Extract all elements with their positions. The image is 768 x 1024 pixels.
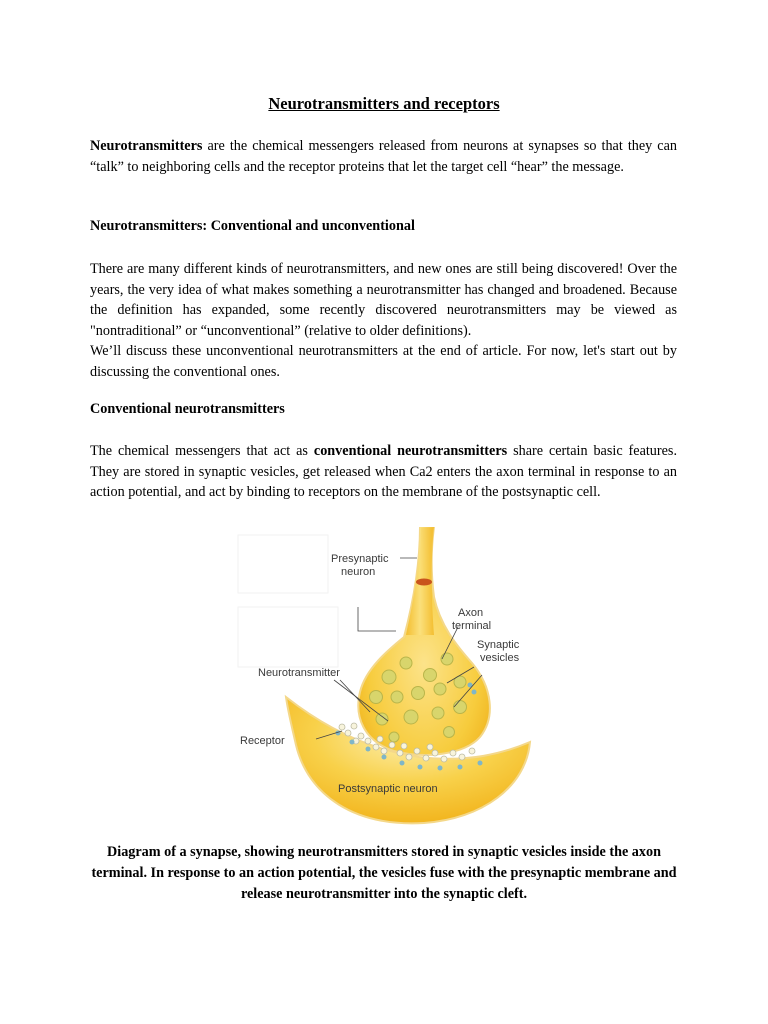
conventional-text-before: The chemical messengers that act as xyxy=(90,443,314,459)
label-presynaptic-line2: neuron xyxy=(341,566,376,578)
faded-frame-2 xyxy=(238,607,338,667)
conventional-text-after: share certain basic features. They are stored in synaptic vesicles, get released when Ca2 enters the axon terminal in response to an action potential, and act by binding to receptors on the membrane of the postsynaptic cell. xyxy=(90,443,677,500)
intro-text: are the chemical messengers released from neurons at synapses so that they can “talk” to neighboring cells and the receptor proteins that let the target cell “hear” the message. xyxy=(90,138,677,175)
synapse-illustration xyxy=(234,527,534,832)
label-presynaptic-line1: Presynaptic xyxy=(331,553,389,565)
label-vesicles-line1: Synaptic xyxy=(477,639,520,651)
synapse-diagram xyxy=(234,527,534,832)
intro-term: Neurotransmitters xyxy=(90,138,203,154)
label-neurotransmitter: Neurotransmitter xyxy=(258,667,340,679)
axon-opening xyxy=(416,579,432,586)
conventional-term: conventional neurotransmitters xyxy=(313,443,508,459)
page-title: Neurotransmitters and receptors xyxy=(268,94,500,113)
kinds-paragraph-text: There are many different kinds of neurotransmitters, and new ones are still being discovered! Over the years, the very idea of what makes something a neurotransmitter has changed and broadened. Because the definition has expanded, some recently discovered neurotransmitters may be viewed as "nontraditional” or “unconventional” (relative to older definitions). xyxy=(90,261,677,339)
label-postsynaptic: Postsynaptic neuron xyxy=(338,783,438,795)
conventional-paragraph xyxy=(90,441,677,503)
label-vesicles-line2: vesicles xyxy=(480,652,520,664)
intro-paragraph xyxy=(90,136,677,177)
section-heading-conventional-unconventional: Neurotransmitters: Conventional and unconventional xyxy=(90,218,415,234)
label-axon-line2: terminal xyxy=(452,620,492,632)
label-receptor: Receptor xyxy=(240,735,285,747)
faded-frame xyxy=(238,535,328,593)
figure-caption: Diagram of a synapse, showing neurotransmitters stored in synaptic vesicles inside the axon terminal. In response to an action potential, the vesicles fuse with the presynaptic membrane and release neurotransmitter into the synaptic cleft. xyxy=(91,844,677,902)
section-heading-conventional: Conventional neurotransmitters xyxy=(90,401,285,417)
label-axon-line1: Axon xyxy=(458,607,484,619)
kinds-paragraph xyxy=(90,259,677,382)
discuss-paragraph-text: We’ll discuss these unconventional neurotransmitters at the end of article. For now, let's start out by discussing the conventional ones. xyxy=(90,343,677,380)
